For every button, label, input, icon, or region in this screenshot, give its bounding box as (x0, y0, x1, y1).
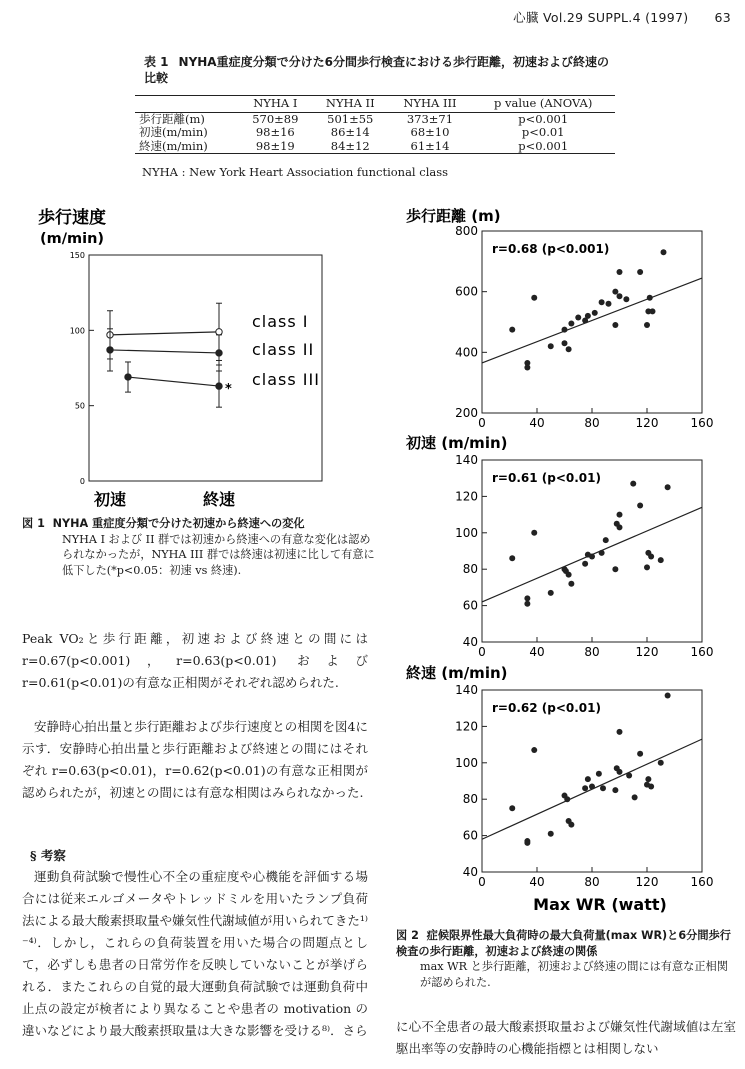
data-point (562, 327, 568, 333)
series-line (110, 332, 219, 335)
figure1-caption-body: NYHA I および II 群では初速から終速への有意な変化は認められなかったが，NYHA III 群では終速は初速に比して有意に低下した(*p<0.05：初速 vs 終速). (62, 532, 375, 577)
paragraph-discussion-cont: に心不全患者の最大酸素摂取量および嫌気性代謝域値は左室駆出率等の安静時の心機能指標とは相関しない (396, 1019, 736, 1056)
data-point (568, 822, 574, 828)
figure1-frame (89, 255, 322, 481)
panel-title: 歩行距離 (m) (406, 207, 501, 225)
data-point (568, 581, 574, 587)
series-line (128, 377, 219, 386)
panel-title: 初速 (m/min) (406, 434, 508, 452)
legend-label: class II (252, 340, 315, 359)
y-tick-label: 0 (79, 477, 85, 486)
data-point (637, 503, 643, 509)
data-point (531, 295, 537, 301)
table-row (135, 112, 615, 126)
data-point (582, 561, 588, 567)
data-point (575, 314, 581, 320)
data-point (548, 831, 554, 837)
figure1-y-axis (70, 251, 94, 486)
figure1-label: 図 1 (22, 517, 45, 530)
data-point (617, 293, 623, 299)
y-tick-label: 40 (462, 635, 478, 649)
data-point (524, 365, 530, 371)
y-tick-label: 100 (455, 755, 478, 770)
data-point (623, 296, 629, 302)
y-tick-label: 400 (455, 345, 478, 360)
journal-info: 心臓 Vol.29 SUPPL.4 (1997) (513, 10, 689, 25)
y-tick-label: 140 (455, 453, 478, 467)
x-category-label: 初速 (93, 490, 127, 509)
y-tick-label: 800 (455, 224, 478, 238)
running-header (513, 8, 731, 26)
paragraph-cardiac-output: 安静時心拍出量と歩行距離および歩行速度との相関を図4に示す．安静時心拍出量と歩行距離および終速との間にはそれぞれ r=0.63(p<0.01)，r=0.62(p<0.01)の有意な正相関が認められたが，初速との間には有意な相関はみられなかった. (22, 719, 368, 800)
panel-frame (482, 231, 702, 413)
x-tick-label: 120 (635, 645, 659, 659)
figure2-chart (395, 195, 740, 925)
data-point (644, 322, 650, 328)
x-tick-label: 120 (635, 875, 659, 889)
x-tick-label: 0 (478, 875, 486, 889)
y-tick-label: 50 (74, 401, 85, 411)
paragraph-discussion: 運動負荷試験で慢性心不全の重症度や心機能を評価する場合には従来エルゴメータやトレッドミルを用いたランプ負荷法による最大酸素摂取量や嫌気性代謝域値が用いられてきた¹⁾⁻⁴⁾．しかし，これらの負荷装置を用いた場合の問題点として，必ずしも患者の日常労作を反映していないことが挙げられる．またこれらの自覚的最大運動負荷試験では運動負荷中止点の設定が検者により異なることや患者の motivation の違いなどにより最大酸素摂取量は大きな影響を受ける⁸⁾．さら (22, 869, 368, 1038)
data-point (531, 747, 537, 753)
data-point (568, 321, 574, 327)
data-point (665, 484, 671, 490)
data-point (216, 383, 222, 389)
data-point (585, 776, 591, 782)
correlation-label: r=0.61 (p<0.01) (492, 471, 601, 485)
data-point (566, 572, 572, 578)
y-tick-label: 600 (455, 284, 478, 299)
figure1-unit: (m/min) (40, 231, 105, 247)
figure1-x-axis (93, 490, 235, 509)
table-cell: 98±16 (255, 125, 295, 139)
series-line (110, 350, 219, 353)
data-point (617, 512, 623, 518)
y-tick-label: 40 (462, 865, 478, 879)
x-tick-label: 40 (529, 645, 545, 659)
data-point (612, 322, 618, 328)
data-point (612, 289, 618, 295)
table-cell: 98±19 (239, 140, 312, 154)
legend-label: class I (252, 312, 309, 331)
table-header-cell (135, 96, 239, 113)
figure2-caption-title: 症候限界性最大負荷時の最大負荷量(max WR)と6分間歩行検査の歩行距離，初速および終速の関係 (396, 929, 731, 958)
data-point (626, 773, 632, 779)
y-tick-label: 150 (69, 251, 85, 260)
data-point (566, 346, 572, 352)
x-tick-label: 0 (478, 416, 486, 430)
data-point (509, 555, 515, 561)
figure2-panels (405, 207, 713, 914)
data-point (216, 329, 222, 335)
data-point (617, 524, 623, 530)
data-point (589, 553, 595, 559)
figure2-caption (396, 928, 736, 990)
data-point (617, 729, 623, 735)
x-tick-label: 80 (584, 416, 600, 430)
table1-title: NYHA重症度分類で分けた6分間歩行検査における歩行距離，初速および終速の比較 (144, 55, 609, 85)
y-tick-label: 100 (455, 525, 478, 540)
data-point (524, 601, 530, 607)
data-point (592, 310, 598, 316)
y-tick-label: 60 (462, 828, 478, 843)
data-point (644, 564, 650, 570)
table-cell: 61±14 (389, 140, 472, 154)
table-row (135, 140, 615, 154)
y-tick-label: 140 (455, 683, 478, 697)
data-point (665, 692, 671, 698)
data-point (582, 785, 588, 791)
x-tick-label: 0 (478, 645, 486, 659)
table-header-cell: p value (ANOVA) (471, 96, 615, 113)
figure1-legend (252, 312, 320, 389)
panel-title: 終速 (m/min) (406, 664, 508, 682)
table-cell: 初速(m/min) (139, 125, 208, 139)
data-point (589, 783, 595, 789)
data-point (645, 776, 651, 782)
figure2-caption-body: max WR と歩行距離，初速および終速の間には有意な正相関が認められた. (420, 960, 728, 989)
paragraph-peak-vo2: Peak VO₂と歩行距離，初速および終速との間には r=0.67(p<0.001)，r=0.63(p<0.01) および r=0.61(p<0.01)の有意な正相関がそれぞれ認められた. (22, 631, 368, 690)
data-point (524, 595, 530, 601)
data-point (617, 769, 623, 775)
figure1-title: 歩行速度 (38, 208, 106, 228)
x-axis-label: Max WR (watt) (533, 895, 667, 914)
data-point (612, 787, 618, 793)
data-point (599, 550, 605, 556)
data-point (647, 295, 653, 301)
table1-label: 表 1 (144, 55, 169, 69)
correlation-label: r=0.68 (p<0.001) (492, 242, 610, 256)
table-cell: 84±12 (312, 140, 389, 154)
table-cell: p<0.001 (518, 111, 569, 126)
data-point (107, 347, 113, 353)
data-point (632, 794, 638, 800)
data-point (596, 771, 602, 777)
y-tick-label: 120 (455, 489, 478, 504)
y-tick-label: 120 (455, 719, 478, 734)
y-tick-label: 80 (462, 562, 478, 577)
figure1-series (107, 303, 232, 407)
y-tick-label: 60 (462, 598, 478, 613)
table-cell: 501±55 (327, 111, 374, 126)
figure1-caption-title: NYHA 重症度分類で分けた初速から終速への変化 (52, 517, 305, 530)
table-cell: p<0.01 (521, 125, 565, 139)
table-cell: 68±10 (410, 125, 450, 139)
data-point (524, 840, 530, 846)
page-number: 63 (714, 10, 731, 25)
table-cell: 歩行距離(m) (139, 111, 205, 126)
data-point (637, 751, 643, 757)
table1-caption (144, 54, 614, 86)
data-point (606, 301, 612, 307)
data-point (548, 343, 554, 349)
data-point (630, 481, 636, 487)
x-tick-label: 120 (635, 416, 659, 430)
table1 (135, 95, 615, 154)
figure2-label: 図 2 (396, 929, 419, 942)
data-point (509, 327, 515, 333)
data-point (216, 350, 222, 356)
y-tick-label: 80 (462, 792, 478, 807)
table1-note: NYHA : New York Heart Association functional class (142, 165, 449, 179)
x-tick-label: 40 (529, 416, 545, 430)
data-point (531, 530, 537, 536)
data-point (548, 590, 554, 596)
data-point (648, 553, 654, 559)
data-point (612, 566, 618, 572)
x-tick-label: 160 (690, 645, 714, 659)
table-header-row (135, 96, 615, 113)
legend-label: class III (252, 370, 320, 389)
scatter-panel (406, 207, 713, 430)
panel-frame (482, 690, 702, 872)
table-cell: 570±89 (252, 111, 299, 126)
table-header-cell: NYHA III (389, 96, 472, 113)
x-tick-label: 160 (690, 875, 714, 889)
data-point (648, 783, 654, 789)
data-point (125, 374, 131, 380)
regression-line (482, 278, 702, 363)
significance-mark: * (225, 382, 232, 398)
data-point (600, 785, 606, 791)
x-tick-label: 40 (529, 875, 545, 889)
data-point (658, 557, 664, 563)
scatter-panel (405, 434, 713, 659)
x-category-label: 終速 (202, 490, 236, 509)
x-tick-label: 160 (690, 416, 714, 430)
y-tick-label: 200 (455, 406, 478, 420)
data-point (661, 249, 667, 255)
data-point (617, 269, 623, 275)
table-header-cell: NYHA I (239, 96, 312, 113)
table-header-cell: NYHA II (312, 96, 389, 113)
data-point (585, 313, 591, 319)
table-row (135, 126, 615, 140)
x-tick-label: 80 (584, 875, 600, 889)
table-cell: 終速(m/min) (135, 140, 239, 154)
data-point (599, 299, 605, 305)
table-cell: 373±71 (406, 111, 454, 126)
scatter-panel (406, 664, 713, 914)
data-point (562, 340, 568, 346)
correlation-label: r=0.62 (p<0.01) (492, 701, 601, 715)
figure1-caption (22, 516, 377, 578)
section-heading-discussion: § 考察 (30, 848, 66, 863)
data-point (637, 269, 643, 275)
figure1-chart (0, 195, 380, 515)
table-cell: 86±14 (330, 125, 370, 139)
y-tick-label: 100 (69, 326, 85, 336)
table-cell: p<0.001 (471, 140, 615, 154)
data-point (658, 760, 664, 766)
data-point (650, 308, 656, 314)
data-point (509, 805, 515, 811)
x-tick-label: 80 (584, 645, 600, 659)
data-point (564, 796, 570, 802)
data-point (603, 537, 609, 543)
